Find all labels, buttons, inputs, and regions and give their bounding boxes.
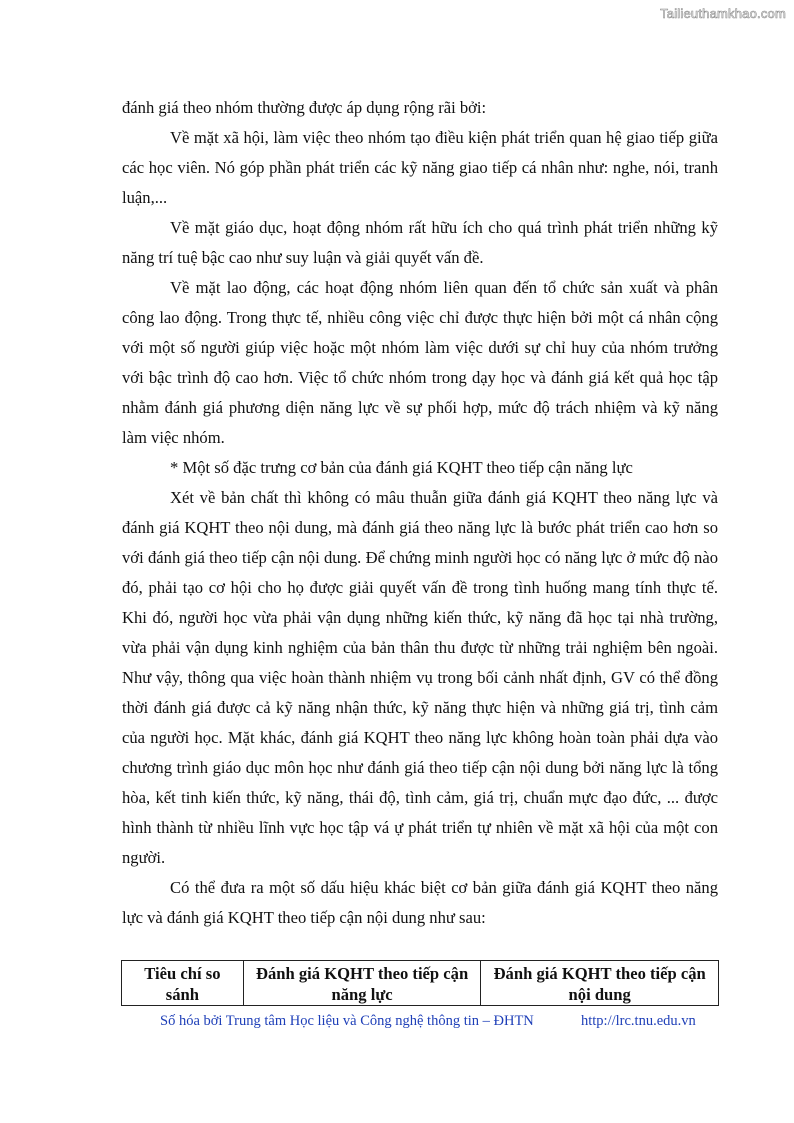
comparison-table — [121, 960, 719, 1006]
paragraph-3: Về mặt giáo dục, hoạt động nhóm rất hữu ích cho quá trình phát triển những kỹ năng trí tuệ bậc cao như suy luận và giải quyết vấn đề. — [122, 218, 718, 267]
table-header-row — [122, 961, 719, 1006]
section-heading: * Một số đặc trưng cơ bản của đánh giá KQHT theo tiếp cận năng lực — [170, 458, 633, 477]
header-content-assessment: Đánh giá KQHT theo tiếp cận nội dung — [481, 961, 719, 1006]
paragraph-2: Về mặt xã hội, làm việc theo nhóm tạo điều kiện phát triển quan hệ giao tiếp giữa các học viên. Nó góp phần phát triển các kỹ năng giao tiếp cá nhân như: nghe, nói, tranh luận,... — [122, 128, 718, 207]
header-criteria: Tiêu chí so sánh — [122, 961, 244, 1006]
watermark-text: Tailieuthamkhao.com — [660, 6, 786, 21]
paragraph-4: Về mặt lao động, các hoạt động nhóm liên quan đến tổ chức sản xuất và phân công lao động. Trong thực tế, nhiều công việc chỉ được thực hiện bởi một cá nhân cộng với một số người giúp việc hoặc một nhóm làm việc dưới sự chỉ huy của nhóm trưởng với bậc trình độ cao hơn. Việc tổ chức nhóm trong dạy học và đánh giá kết quả học tập nhằm đánh giá phương diện năng lực về sự phối hợp, mức độ trách nhiệm và kỹ năng làm việc nhóm. — [122, 278, 718, 447]
footer-credit: Số hóa bởi Trung tâm Học liệu và Công nghệ thông tin – ĐHTN — [160, 1013, 534, 1029]
body-text — [122, 93, 718, 933]
paragraph-1: đánh giá theo nhóm thường được áp dụng rộng rãi bởi: — [122, 98, 487, 117]
paragraph-6: Có thể đưa ra một số dấu hiệu khác biệt cơ bản giữa đánh giá KQHT theo năng lực và đánh giá KQHT theo tiếp cận nội dung như sau: — [122, 878, 718, 927]
paragraph-5: Xét về bản chất thì không có mâu thuẫn giữa đánh giá KQHT theo năng lực và đánh giá KQHT theo nội dung, mà đánh giá theo năng lực là bước phát triển cao hơn so với đánh giá theo tiếp cận nội dung. Để chứng minh người học có năng lực ở mức độ nào đó, phải tạo cơ hội cho họ được giải quyết vấn đề trong tình huống mang tính thực tế. Khi đó, người học vừa phải vận dụng những kiến thức, kỹ năng đã học tại nhà trường, vừa phải vận dụng kinh nghiệm của bản thân thu được từ những trải nghiệm bên ngoài. Như vậy, thông qua việc hoàn thành nhiệm vụ trong bối cảnh nhất định, GV có thể đồng thời đánh giá được cả kỹ năng nhận thức, kỹ năng thực hiện và những giá trị, tình cảm của người học. Mặt khác, đánh giá KQHT theo năng lực không hoàn toàn phải dựa vào chương trình giáo dục môn học như đánh giá theo tiếp cận nội dung bởi năng lực là tổng hòa, kết tinh kiến thức, kỹ năng, thái độ, tình cảm, giá trị, chuẩn mực đạo đức, ... được hình thành từ nhiều lĩnh vực học tập vá ự phát triển tự nhiên về mặt xã hội của một con người. — [122, 488, 718, 867]
footer-url[interactable]: http://lrc.tnu.edu.vn — [581, 1013, 696, 1029]
header-competency-assessment: Đánh giá KQHT theo tiếp cận năng lực — [243, 961, 481, 1006]
